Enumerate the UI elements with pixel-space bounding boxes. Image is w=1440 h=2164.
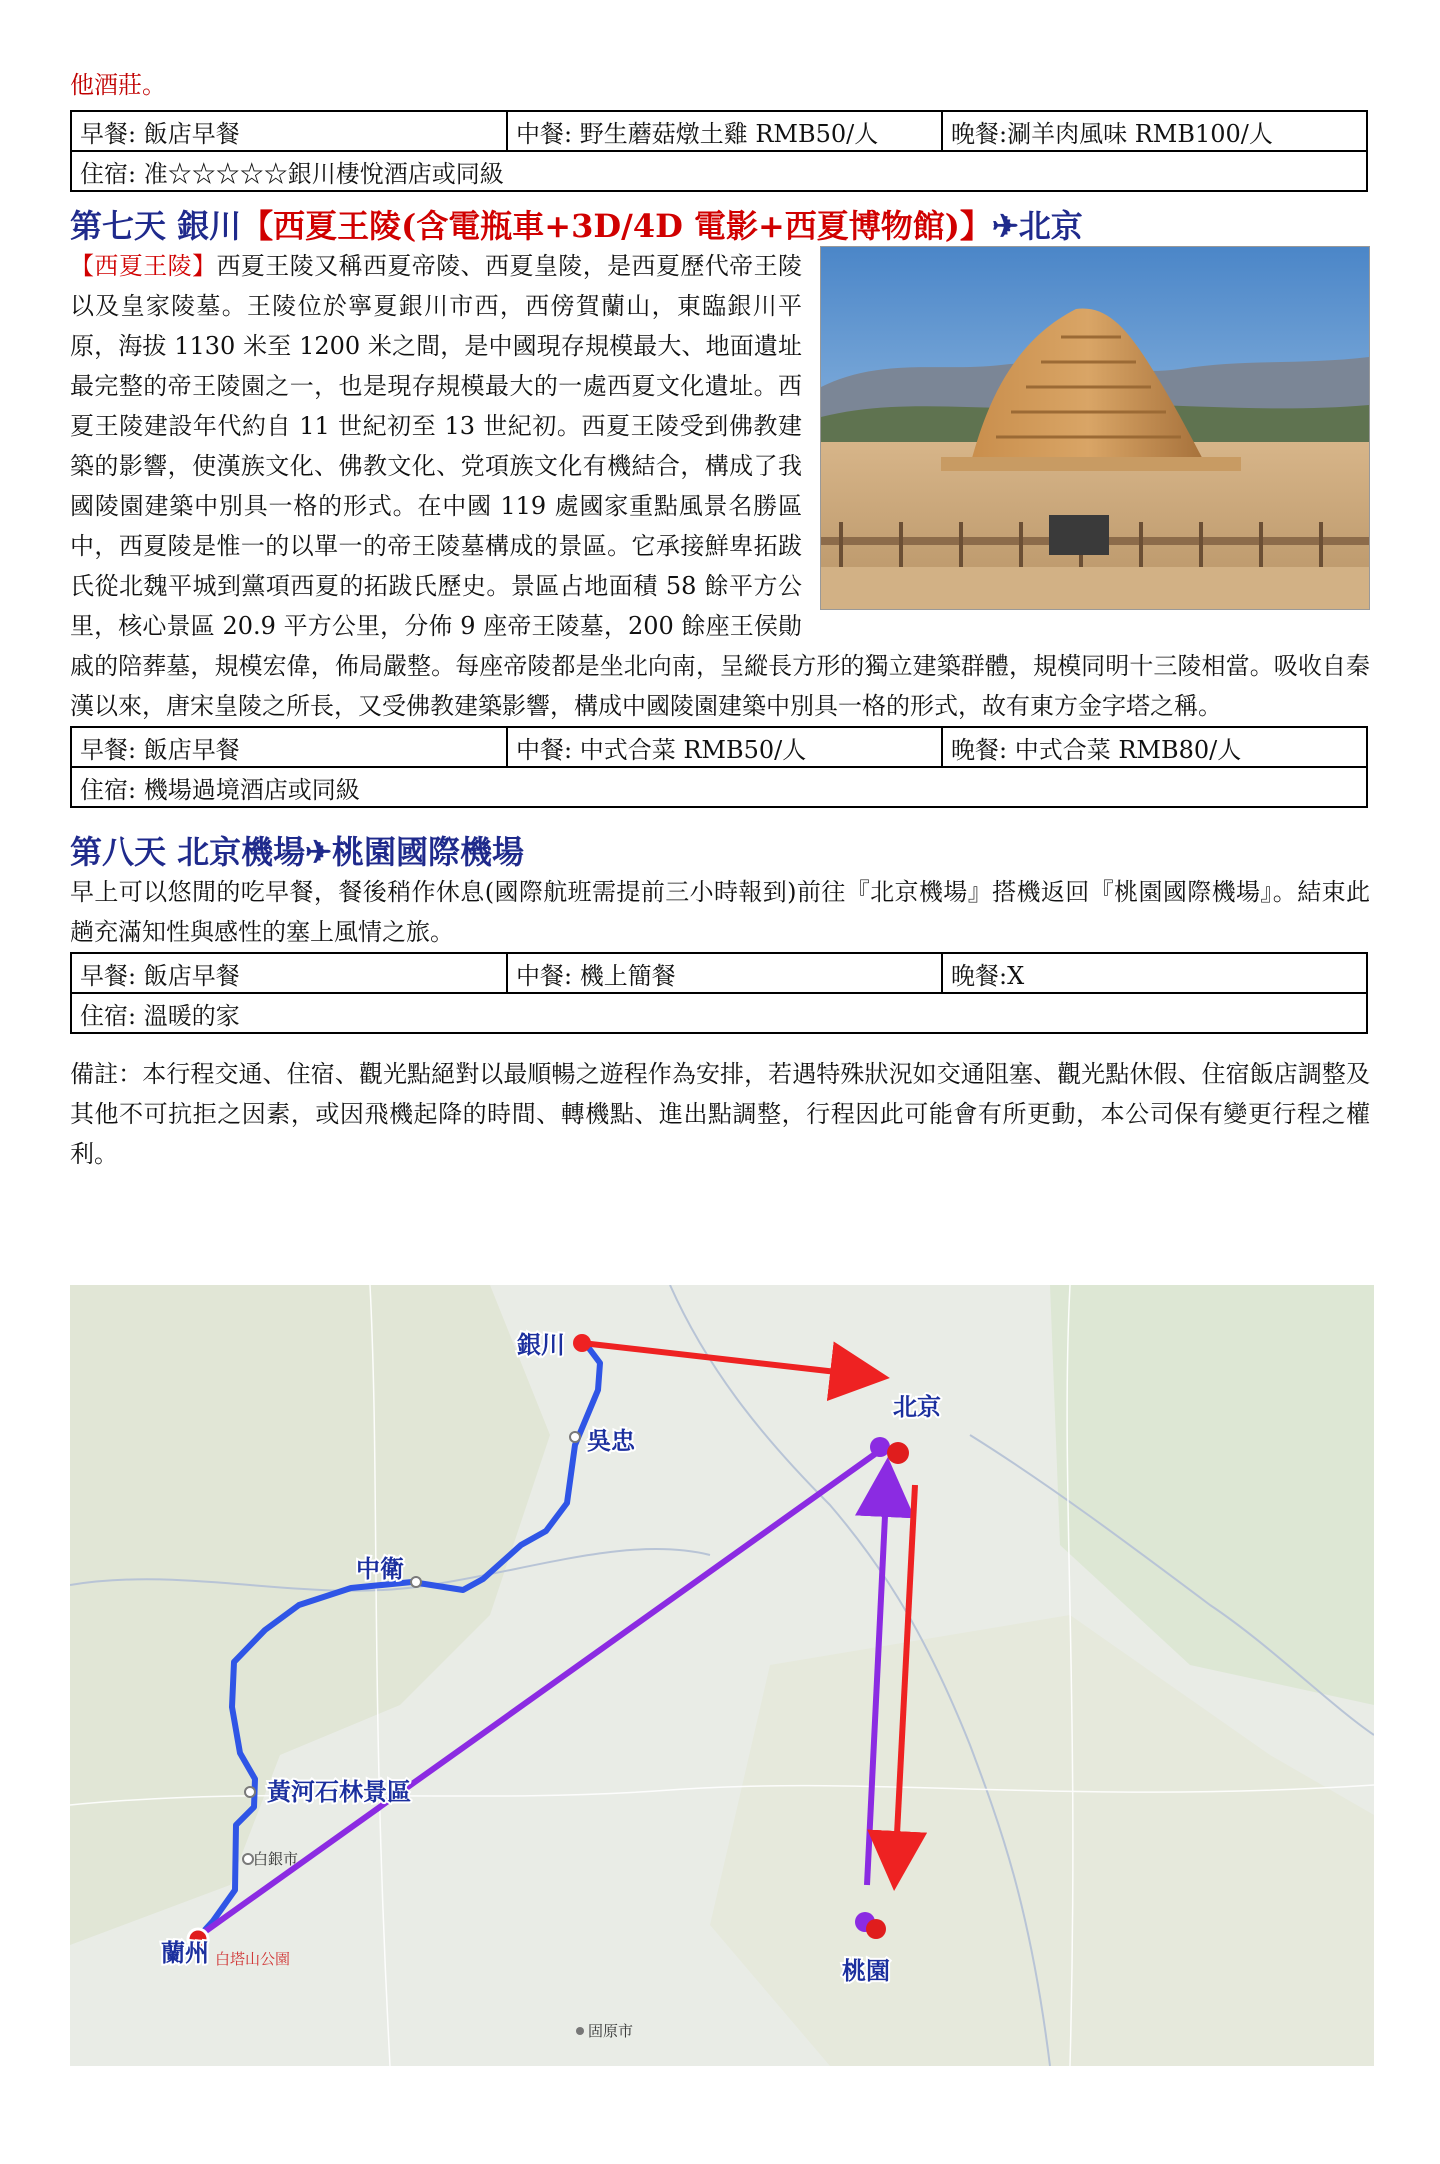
label-lanzhou: 蘭州 xyxy=(161,1939,209,1967)
xixia-tomb-photo xyxy=(820,246,1370,610)
day8-description: 早上可以悠閒的吃早餐，餐後稍作休息(國際航班需提前三小時報到)前往『北京機場』搭機返回『桃園國際機場』。結束此趟充滿知性與感性的塞上風情之旅。 xyxy=(70,878,1370,946)
day7-title-c: ✈北京 xyxy=(991,207,1083,245)
dinner-cell: 晚餐: 中式合菜 RMB80/人 xyxy=(942,727,1367,767)
baiyin-point xyxy=(243,1854,253,1864)
day6-meals-table xyxy=(70,110,1368,192)
route-map xyxy=(70,1285,1374,2066)
label-zhongwei: 中衛 xyxy=(356,1555,404,1583)
label-taoyuan: 桃園 xyxy=(842,1957,890,1985)
label-wuzhong: 吳忠 xyxy=(587,1427,635,1455)
day7-tag: 【西夏王陵】 xyxy=(70,252,217,280)
label-guyuan: 固原市 xyxy=(588,2022,634,2040)
lunch-cell: 中餐: 中式合菜 RMB50/人 xyxy=(507,727,942,767)
dinner-cell: 晚餐:涮羊肉風味 RMB100/人 xyxy=(942,111,1367,151)
day7-title xyxy=(70,206,1370,246)
yinchuan-marker xyxy=(573,1334,591,1352)
hotel-cell: 住宿: 溫暖的家 xyxy=(71,993,1367,1033)
day7-title-b: 【西夏王陵(含電瓶車+3D/4D 電影+西夏博物館)】 xyxy=(241,207,992,245)
itinerary-page xyxy=(70,70,1370,1174)
hotel-cell: 住宿: 准☆☆☆☆☆銀川棲悅酒店或同級 xyxy=(71,151,1367,191)
breakfast-cell: 早餐: 飯店早餐 xyxy=(71,727,507,767)
day7-description xyxy=(70,246,1370,726)
taoyuan-marker-red xyxy=(866,1919,886,1939)
zhongwei-point xyxy=(411,1577,421,1587)
intro-tail: 他酒莊。 xyxy=(70,71,166,99)
label-baitashan: 白塔山公園 xyxy=(215,1950,291,1968)
lunch-cell: 中餐: 機上簡餐 xyxy=(507,953,942,993)
label-yinchuan: 銀川 xyxy=(517,1331,565,1359)
dinner-cell: 晚餐:X xyxy=(942,953,1367,993)
beijing-marker-purple xyxy=(870,1437,890,1457)
breakfast-cell: 早餐: 飯店早餐 xyxy=(71,953,507,993)
beijing-marker-red xyxy=(887,1442,909,1464)
guyuan-point xyxy=(576,2027,584,2035)
lunch-cell: 中餐: 野生蘑菇燉土雞 RMB50/人 xyxy=(507,111,942,151)
breakfast-cell: 早餐: 飯店早餐 xyxy=(71,111,507,151)
day8-meals-table xyxy=(70,952,1368,1034)
day8-title: 第八天 北京機場✈桃園國際機場 xyxy=(70,833,524,871)
hotel-cell: 住宿: 機場過境酒店或同級 xyxy=(71,767,1367,807)
day7-meals-table xyxy=(70,726,1368,808)
shilin-point xyxy=(245,1787,255,1797)
day7-text: 西夏王陵又稱西夏帝陵、西夏皇陵，是西夏歷代帝王陵以及皇家陵墓。王陵位於寧夏銀川市西，西傍賀蘭山，東臨銀川平原，海拔 1130 米至 1200 米之間，是中國現存規模最大、地面遺址最完整的帝王陵園之一，也是現存規模最大的一處西夏文化遺址。西夏王陵建設年代約自 11 世紀初至 13 世紀初。西夏王陵受到佛教建築的影響，使漢族文化、佛教文化、党項族文化有機結合，構成了我國陵園建築中別具一格的形式。在中國 119 處國家重點風景名勝區中，西夏陵是惟一的以單一的帝王陵墓構成的景區。它承接鮮卑拓跋氏從北魏平城到黨項西夏的拓跋氏歷史。景區占地面積 58 餘平方公里，核心景區 20.9 平方公里，分佈 9 座帝王陵墓，200 餘座王侯勛戚的陪葬墓，規模宏偉，佈局嚴整。每座帝陵都是坐北向南，呈縱長方形的獨立建築群體，規模同明十三陵相當。吸收自秦漢以來，唐宋皇陵之所長，又受佛教建築影響，構成中國陵園建築中別具一格的形式，故有東方金字塔之稱。 xyxy=(70,252,1370,720)
wuzhong-point xyxy=(570,1432,580,1442)
remarks-note: 備註：本行程交通、住宿、觀光點絕對以最順暢之遊程作為安排，若遇特殊狀況如交通阻塞、觀光點休假、住宿飯店調整及其他不可抗拒之因素，或因飛機起降的時間、轉機點、進出點調整，行程因此可能會有所更動，本公司保有變更行程之權利。 xyxy=(70,1060,1370,1168)
day7-title-a: 第七天 銀川 xyxy=(70,207,242,245)
label-shilin: 黃河石林景區 xyxy=(267,1778,411,1806)
label-beijing: 北京 xyxy=(893,1393,941,1421)
label-baiyin: 白銀市 xyxy=(253,1850,299,1868)
